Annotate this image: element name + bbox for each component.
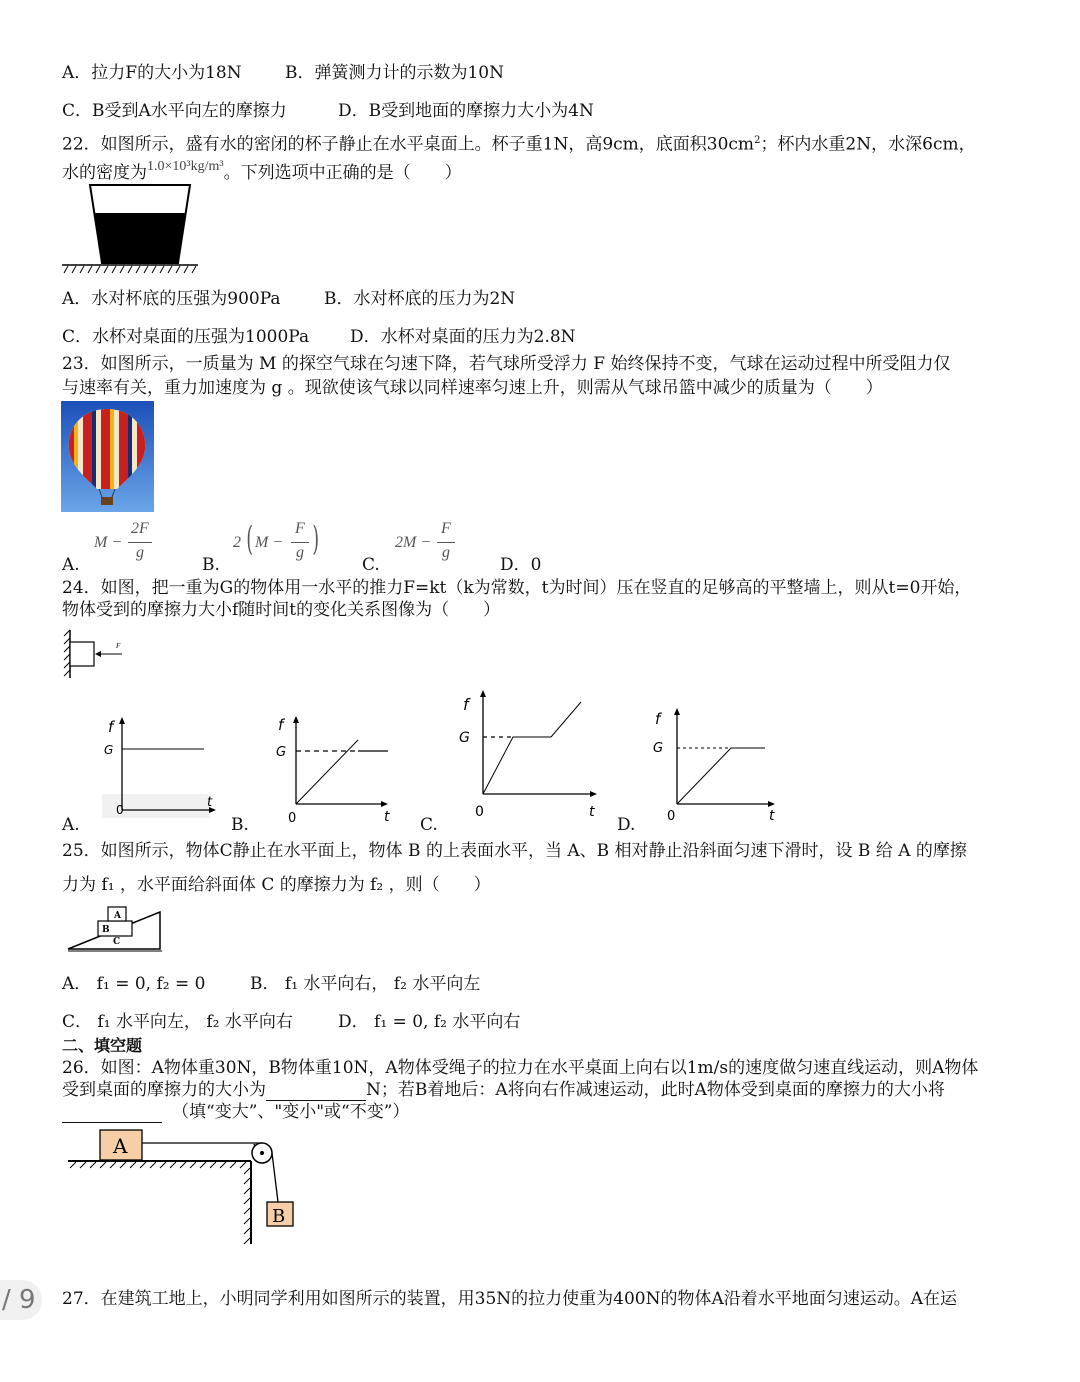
q25-option-a: A． f₁ = 0, f₂ = 0 xyxy=(62,974,206,994)
q27-stem-line1: 27．在建筑工地上，小明同学利用如图所示的装置，用35N的拉力使重为400N的物体A沿着水平地面匀速运动。A在运 xyxy=(62,1289,958,1309)
q26-blank-2[interactable] xyxy=(62,1104,162,1123)
q23-option-d: D．0 xyxy=(500,555,542,575)
q21-option-d: D．B受到地面的摩擦力大小为4N xyxy=(338,101,594,121)
q24-wall-figure xyxy=(62,628,132,680)
svg-text:G: G xyxy=(276,745,287,760)
q25-option-c: C． f₁ 水平向左， f₂ 水平向右 xyxy=(62,1012,293,1032)
svg-text:B: B xyxy=(102,925,110,935)
svg-text:t: t xyxy=(207,795,213,810)
q24-graph-c xyxy=(457,688,597,818)
q24-option-c-label: C. xyxy=(420,815,438,835)
q25-option-d: D． f₁ = 0, f₂ 水平向右 xyxy=(338,1012,521,1032)
q21-option-a: A．拉力F的大小为18N xyxy=(62,63,242,83)
q22-option-b: B．水对杯底的压力为2N xyxy=(324,289,516,309)
svg-text:f: f xyxy=(655,710,661,728)
svg-text:t: t xyxy=(384,809,390,825)
q23-option-a-expr: M − 2F g xyxy=(94,520,164,566)
svg-text:0: 0 xyxy=(667,809,676,824)
q22-option-a: A．水对杯底的压强为900Pa xyxy=(62,289,281,309)
q25-incline-figure xyxy=(66,904,166,954)
q24-stem-line1: 24．如图，把一重为G的物体用一水平的推力F=kt（k为常数，t为时间）压在竖直的足够高的平整墙上，则从t=0开始， xyxy=(62,578,972,598)
q24-graph-b xyxy=(274,710,394,825)
q24-force-label: F xyxy=(116,642,121,650)
q23-option-b-expr: 2 ( M − F g ) xyxy=(233,519,319,561)
svg-text:G: G xyxy=(653,741,664,756)
svg-text:f: f xyxy=(108,718,114,736)
q26-blank-1[interactable] xyxy=(266,1082,366,1101)
q23-stem-line2: 与速率有关，重力加速度为 g 。现欲使该气球以同样速率匀速上升，则需从气球吊篮中减少的质量为（ ） xyxy=(62,378,883,398)
q23-stem-line1: 23．如图所示，一质量为 M 的探空气球在匀速下降，若气球所受浮力 F 始终保持不变，气球在运动过程中所受阻力仅 xyxy=(62,354,951,374)
q21-option-b: B．弹簧测力计的示数为10N xyxy=(285,63,504,83)
q22-cup-figure xyxy=(60,183,205,275)
page-indicator: / 9 xyxy=(0,1280,42,1320)
q24-option-a-label: A. xyxy=(62,815,80,835)
q24-graph-a xyxy=(100,712,220,822)
q25-option-b: B． f₁ 水平向右， f₂ 水平向左 xyxy=(250,974,481,994)
svg-text:A: A xyxy=(113,1134,128,1158)
q26-stem-line2: 受到桌面的摩擦力的大小为 N；若B着地后：A将向右作减速运动，此时A物体受到桌面的摩擦力的大小将 xyxy=(62,1080,945,1100)
svg-text:B: B xyxy=(272,1206,286,1227)
svg-text:0: 0 xyxy=(288,811,297,826)
q25-stem-line1: 25．如图所示，物体C静止在水平面上，物体 B 的上表面水平，当 A、B 相对静止沿斜面匀速下滑时，设 B 给 A 的摩擦 xyxy=(62,841,967,861)
section-title: 二、填空题 xyxy=(62,1036,143,1055)
q23-option-a-label: A. xyxy=(62,555,80,575)
q24-graph-d xyxy=(651,704,781,824)
q25-stem-line2: 力为 f₁ ，水平面给斜面体 C 的摩擦力为 f₂ ，则（ ） xyxy=(62,875,491,895)
q23-option-c-expr: 2M − F g xyxy=(395,520,465,566)
q24-option-d-label: D. xyxy=(617,815,636,835)
q24-stem-line2: 物体受到的摩擦力大小f随时间t的变化关系图像为（ ） xyxy=(62,600,501,620)
svg-text:C: C xyxy=(113,937,121,947)
svg-text:f: f xyxy=(278,716,284,734)
svg-text:t: t xyxy=(589,804,595,820)
q23-option-b-label: B. xyxy=(202,555,220,575)
svg-text:G: G xyxy=(459,730,470,746)
q22-stem-line1: 22．如图所示，盛有水的密闭的杯子静止在水平桌面上。杯子重1N，高9cm，底面积$30cm^2$；杯内水重2N，水深6cm， xyxy=(62,134,976,155)
svg-text:G: G xyxy=(104,743,114,757)
q22-option-c: C．水杯对桌面的压强为1000Pa xyxy=(62,327,310,347)
density-formula: 1.0×10³kg/m³ xyxy=(147,159,224,174)
q23-option-c-label: C. xyxy=(362,555,380,575)
svg-text:A: A xyxy=(114,911,121,921)
q26-stem-line1: 26．如图：A物体重30N，B物体重10N，A物体受绳子的拉力在水平桌面上向右以1m/s的速度做匀速直线运动，则A物体 xyxy=(62,1058,979,1078)
q22-stem-line2: 水的密度为$^{1.0\times 10^3kg/m^3}$。下列选项中正确的是（ ） xyxy=(62,159,462,183)
q26-pulley-figure xyxy=(66,1128,306,1248)
q22-option-d: D．水杯对桌面的压力为2.8N xyxy=(350,327,576,347)
q24-option-b-label: B. xyxy=(231,815,249,835)
svg-text:t: t xyxy=(769,808,775,824)
svg-text:f: f xyxy=(463,695,469,714)
svg-text:0: 0 xyxy=(475,804,484,820)
q26-stem-line3: （填“变大”、"变小"或“不变”） xyxy=(62,1101,409,1123)
svg-text:0: 0 xyxy=(116,803,124,817)
q21-option-c: C．B受到A水平向左的摩擦力 xyxy=(62,101,287,121)
hot-air-balloon-image xyxy=(61,401,154,512)
